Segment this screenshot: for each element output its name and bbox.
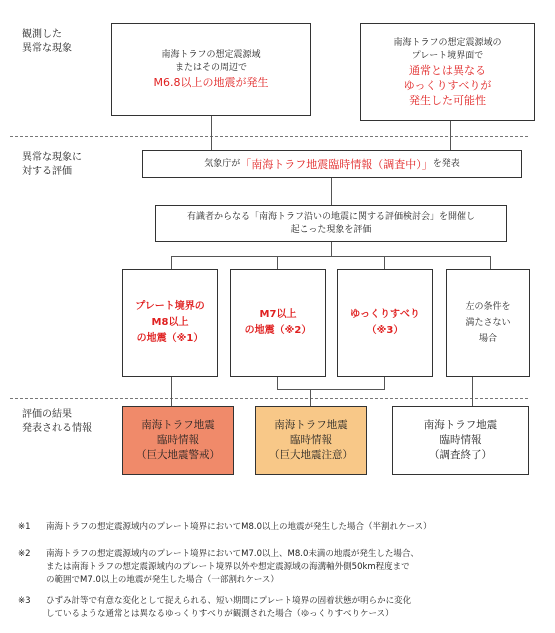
side-label-line: 異常な現象に: [22, 152, 82, 163]
result-box-major-warning: [122, 406, 234, 475]
box-highlight-text: M6.8以上の地震が発生: [153, 75, 269, 89]
box-highlight-text: 通常とは異なる: [409, 63, 486, 77]
box-text: 南海トラフの想定震源域: [161, 49, 261, 60]
connector-line: [171, 377, 172, 406]
connector-line: [331, 242, 332, 256]
connector-line: [331, 178, 332, 205]
box-text: 有識者からなる「南海トラフ沿いの地震に関する評価検討会」を開催し: [186, 211, 475, 222]
result-text: 臨時情報: [439, 434, 482, 446]
result-label: [22, 408, 92, 436]
condition-box-m7: [230, 269, 326, 377]
footnote-3: [18, 595, 536, 621]
condition-text: プレート境界の: [135, 301, 205, 312]
footnote-mark: ※3: [18, 596, 31, 606]
footnote-mark: ※2: [18, 549, 31, 559]
condition-text: の地震（※1）: [136, 333, 204, 344]
result-text: 臨時情報: [290, 434, 332, 446]
footnote-mark: ※1: [18, 522, 31, 532]
condition-box-none: [446, 269, 530, 377]
box-text: 南海トラフの想定震源域の: [393, 37, 502, 48]
condition-text: 場合: [478, 334, 497, 344]
jma-announcement-box: [142, 150, 522, 178]
condition-text: M8以上: [151, 317, 189, 328]
side-label-line: 観測した: [22, 29, 62, 40]
footnote-text: 南海トラフの想定震源域内のプレート境界においてM8.0以上の地震が発生した場合（半割れケース）: [46, 522, 432, 532]
footnote-text: の範囲でM7.0以上の地震が発生した場合（一部割れケース）: [46, 575, 279, 585]
committee-evaluation-box: [155, 205, 507, 242]
box-highlight-text: ゆっくりすべりが: [403, 78, 492, 92]
result-text: 南海トラフ地震: [141, 419, 215, 431]
condition-text: 左の条件を: [465, 302, 511, 312]
observation-box-earthquake: [111, 23, 311, 116]
footnote-text: しているような通常とは異なるゆっくりすべりが観測された場合（ゆっくりすべりケース）: [46, 609, 394, 619]
box-text: プレート境界面で: [411, 50, 484, 61]
footnote-text: 南海トラフの想定震源域内のプレート境界においてM7.0以上、M8.0未満の地震が発生した場合、: [46, 549, 419, 559]
result-text: （巨大地震警戒）: [136, 449, 220, 461]
section-divider: [10, 398, 528, 399]
side-label-line: 発表される情報: [22, 423, 92, 434]
connector-line: [384, 377, 385, 389]
connector-line: [472, 377, 473, 406]
result-text: （調査終了）: [429, 449, 492, 461]
condition-text: ゆっくりすべり: [350, 309, 420, 320]
condition-box-slow-slip: [337, 269, 433, 377]
box-highlight-text: 発生した可能性: [409, 93, 486, 107]
side-label-line: 対する評価: [22, 166, 72, 177]
condition-text: の地震（※2）: [244, 325, 312, 336]
box-text: 気象庁が: [204, 158, 241, 169]
box-text: を発表: [432, 158, 460, 169]
footnote-text: ひずみ計等で有意な変化として捉えられる、短い期間にプレート境界の固着状態が明らかに変化: [46, 596, 412, 606]
footnote-1: [18, 521, 536, 534]
connector-line: [171, 256, 491, 257]
connector-line: [490, 256, 491, 269]
connector-line: [211, 116, 212, 150]
result-text: 臨時情報: [157, 434, 199, 446]
result-box-investigation-end: [392, 406, 529, 475]
result-text: 南海トラフ地震: [274, 419, 348, 431]
condition-text: （※3）: [366, 325, 404, 336]
result-text: 南海トラフ地震: [423, 419, 498, 431]
connector-line: [171, 256, 172, 269]
condition-box-m8: [122, 269, 218, 377]
box-text: 起こった現象を評価: [290, 224, 372, 235]
connector-line: [277, 256, 278, 269]
footnote-2: [18, 548, 536, 587]
observed-phenomena-label: [22, 28, 72, 56]
observation-box-slow-slip: [360, 23, 535, 121]
condition-text: M7以上: [259, 309, 297, 320]
side-label-line: 評価の結果: [22, 409, 72, 420]
connector-line: [277, 377, 278, 389]
connector-line: [384, 256, 385, 269]
box-text: またはその周辺で: [174, 62, 247, 73]
box-highlight-text: 「南海トラフ地震臨時情報（調査中）」: [240, 158, 433, 171]
condition-text: 満たさない: [465, 318, 511, 328]
footnote-text: または南海トラフの想定震源域内のプレート境界以外や想定震源域の海溝軸外側50km程度まで: [46, 562, 410, 572]
result-text: （巨大地震注意）: [269, 449, 353, 461]
evaluation-label: [22, 151, 82, 179]
side-label-line: 異常な現象: [22, 43, 72, 54]
connector-line: [450, 121, 451, 150]
result-box-major-caution: [255, 406, 367, 475]
connector-line: [277, 389, 385, 390]
connector-line: [310, 389, 311, 406]
